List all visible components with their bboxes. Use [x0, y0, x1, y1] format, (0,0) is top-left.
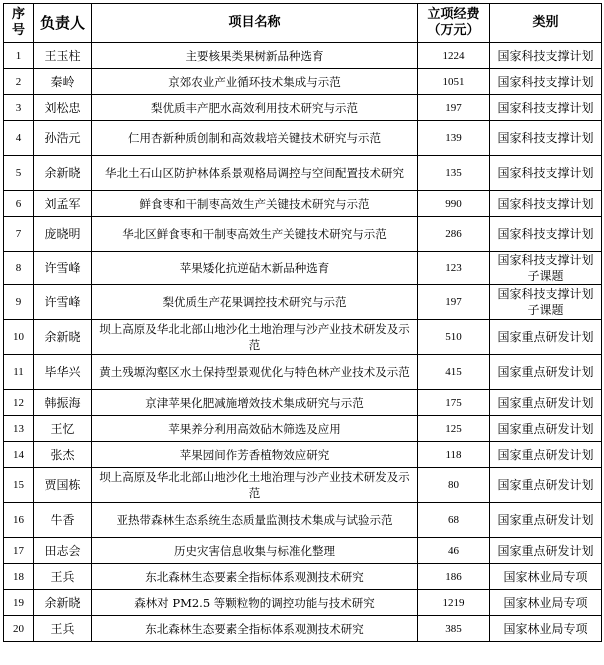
- row-project-name: 主要核果类果树新品种选育: [92, 43, 418, 69]
- row-leader: 王兵: [34, 564, 92, 590]
- row-project-name: 黄土残塬沟壑区水土保持型景观优化与特色林产业技术及示范: [92, 355, 418, 390]
- row-funding: 510: [418, 320, 490, 355]
- projects-table: [3, 3, 602, 642]
- table-row: [4, 252, 602, 285]
- row-project-name: 苹果矮化抗逆砧木新品种选育: [92, 252, 418, 285]
- row-category: 国家重点研发计划: [490, 442, 602, 468]
- table-body: [4, 43, 602, 642]
- row-number: 13: [4, 416, 34, 442]
- row-leader: 贾国栋: [34, 468, 92, 503]
- header-project: 项目名称: [92, 4, 418, 43]
- row-leader: 余新晓: [34, 320, 92, 355]
- table-row: [4, 390, 602, 416]
- table-row: [4, 468, 602, 503]
- table-header-row: [4, 4, 602, 43]
- row-project-name: 梨优质生产花果调控技术研究与示范: [92, 285, 418, 320]
- row-project-name: 华北区鲜食枣和干制枣高效生产关键技术研究与示范: [92, 217, 418, 252]
- row-number: 15: [4, 468, 34, 503]
- row-category: 国家林业局专项: [490, 564, 602, 590]
- row-leader: 孙浩元: [34, 121, 92, 156]
- row-number: 4: [4, 121, 34, 156]
- row-project-name: 鲜食枣和干制枣高效生产关键技术研究与示范: [92, 191, 418, 217]
- table-row: [4, 285, 602, 320]
- table-row: [4, 616, 602, 642]
- row-category: 国家林业局专项: [490, 590, 602, 616]
- row-number: 3: [4, 95, 34, 121]
- row-number: 10: [4, 320, 34, 355]
- row-leader: 韩振海: [34, 390, 92, 416]
- row-funding: 415: [418, 355, 490, 390]
- row-number: 14: [4, 442, 34, 468]
- row-leader: 刘孟军: [34, 191, 92, 217]
- row-project-name: 华北土石山区防护林体系景观格局调控与空间配置技术研究: [92, 156, 418, 191]
- row-number: 6: [4, 191, 34, 217]
- row-leader: 庞晓明: [34, 217, 92, 252]
- row-category: 国家科技支撑计划: [490, 95, 602, 121]
- row-project-name: 历史灾害信息收集与标准化整理: [92, 538, 418, 564]
- row-leader: 余新晓: [34, 156, 92, 191]
- table-row: [4, 217, 602, 252]
- row-funding: 175: [418, 390, 490, 416]
- table-row: [4, 121, 602, 156]
- table-row: [4, 416, 602, 442]
- row-funding: 80: [418, 468, 490, 503]
- header-leader: 负责人: [34, 4, 92, 43]
- row-number: 5: [4, 156, 34, 191]
- row-number: 19: [4, 590, 34, 616]
- table-row: [4, 95, 602, 121]
- row-category: 国家科技支撑计划: [490, 191, 602, 217]
- table-row: [4, 564, 602, 590]
- row-project-name: 森林对 PM2.5 等颗粒物的调控功能与技术研究: [92, 590, 418, 616]
- row-leader: 刘松忠: [34, 95, 92, 121]
- table-row: [4, 442, 602, 468]
- row-category: 国家科技支撑计划子课题: [490, 252, 602, 285]
- row-category: 国家重点研发计划: [490, 538, 602, 564]
- row-project-name: 苹果园间作芳香植物效应研究: [92, 442, 418, 468]
- row-leader: 毕华兴: [34, 355, 92, 390]
- row-leader: 张杰: [34, 442, 92, 468]
- row-funding: 186: [418, 564, 490, 590]
- row-number: 7: [4, 217, 34, 252]
- row-funding: 139: [418, 121, 490, 156]
- row-leader: 许雪峰: [34, 252, 92, 285]
- row-project-name: 梨优质丰产肥水高效利用技术研究与示范: [92, 95, 418, 121]
- row-leader: 王忆: [34, 416, 92, 442]
- row-number: 20: [4, 616, 34, 642]
- row-category: 国家重点研发计划: [490, 320, 602, 355]
- header-no: 序号: [4, 4, 34, 43]
- row-project-name: 京郊农业产业循环技术集成与示范: [92, 69, 418, 95]
- row-leader: 田志会: [34, 538, 92, 564]
- row-funding: 1051: [418, 69, 490, 95]
- row-funding: 990: [418, 191, 490, 217]
- row-leader: 秦岭: [34, 69, 92, 95]
- table-row: [4, 43, 602, 69]
- row-category: 国家重点研发计划: [490, 355, 602, 390]
- row-category: 国家重点研发计划: [490, 468, 602, 503]
- row-funding: 125: [418, 416, 490, 442]
- table-row: [4, 191, 602, 217]
- row-number: 11: [4, 355, 34, 390]
- table-row: [4, 538, 602, 564]
- row-number: 1: [4, 43, 34, 69]
- row-funding: 46: [418, 538, 490, 564]
- row-leader: 王玉柱: [34, 43, 92, 69]
- table-row: [4, 355, 602, 390]
- table-row: [4, 156, 602, 191]
- table-row: [4, 320, 602, 355]
- row-number: 17: [4, 538, 34, 564]
- row-funding: 135: [418, 156, 490, 191]
- row-funding: 286: [418, 217, 490, 252]
- row-category: 国家科技支撑计划: [490, 156, 602, 191]
- row-category: 国家科技支撑计划: [490, 217, 602, 252]
- row-leader: 许雪峰: [34, 285, 92, 320]
- row-leader: 王兵: [34, 616, 92, 642]
- row-project-name: 仁用杏新种质创制和高效栽培关键技术研究与示范: [92, 121, 418, 156]
- row-number: 9: [4, 285, 34, 320]
- row-category: 国家科技支撑计划: [490, 43, 602, 69]
- row-leader: 余新晓: [34, 590, 92, 616]
- row-category: 国家重点研发计划: [490, 503, 602, 538]
- row-category: 国家林业局专项: [490, 616, 602, 642]
- row-project-name: 亚热带森林生态系统生态质量监测技术集成与试验示范: [92, 503, 418, 538]
- row-project-name: 苹果养分利用高效砧木筛选及应用: [92, 416, 418, 442]
- row-number: 8: [4, 252, 34, 285]
- row-funding: 118: [418, 442, 490, 468]
- row-category: 国家科技支撑计划: [490, 121, 602, 156]
- row-project-name: 东北森林生态要素全指标体系观测技术研究: [92, 564, 418, 590]
- row-leader: 牛香: [34, 503, 92, 538]
- row-number: 12: [4, 390, 34, 416]
- row-project-name: 坝上高原及华北北部山地沙化土地治理与沙产业技术研发及示范: [92, 320, 418, 355]
- table-row: [4, 590, 602, 616]
- header-funding: 立项经费（万元）: [418, 4, 490, 43]
- row-number: 2: [4, 69, 34, 95]
- row-number: 18: [4, 564, 34, 590]
- row-category: 国家科技支撑计划: [490, 69, 602, 95]
- table-row: [4, 503, 602, 538]
- row-project-name: 坝上高原及华北北部山地沙化土地治理与沙产业技术研发及示范: [92, 468, 418, 503]
- row-category: 国家重点研发计划: [490, 416, 602, 442]
- row-funding: 68: [418, 503, 490, 538]
- row-funding: 385: [418, 616, 490, 642]
- row-category: 国家科技支撑计划子课题: [490, 285, 602, 320]
- row-funding: 197: [418, 95, 490, 121]
- row-project-name: 东北森林生态要素全指标体系观测技术研究: [92, 616, 418, 642]
- row-funding: 1224: [418, 43, 490, 69]
- row-funding: 1219: [418, 590, 490, 616]
- row-category: 国家重点研发计划: [490, 390, 602, 416]
- row-project-name: 京津苹果化肥减施增效技术集成研究与示范: [92, 390, 418, 416]
- table-row: [4, 69, 602, 95]
- header-category: 类别: [490, 4, 602, 43]
- row-funding: 197: [418, 285, 490, 320]
- row-number: 16: [4, 503, 34, 538]
- row-funding: 123: [418, 252, 490, 285]
